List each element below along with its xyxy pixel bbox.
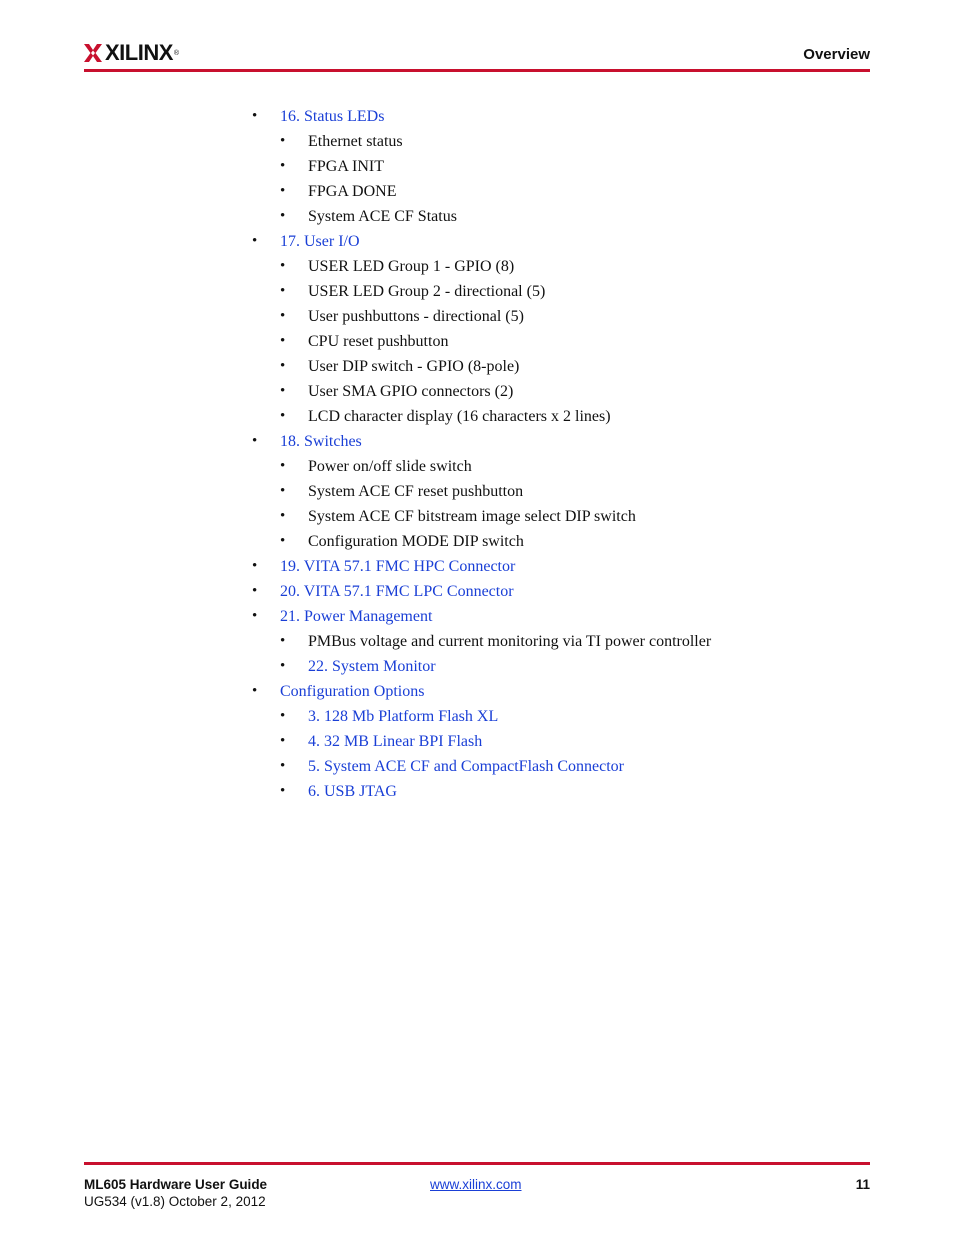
logo-text: XILINX xyxy=(105,40,173,65)
bullet-icon: • xyxy=(252,233,258,249)
cross-reference-link[interactable]: 3. 128 Mb Platform Flash XL xyxy=(308,708,499,725)
list-item-link[interactable] xyxy=(252,604,711,629)
bullet-icon: • xyxy=(280,133,286,149)
bullet-icon: • xyxy=(252,583,258,599)
cross-reference-link[interactable]: 16. Status LEDs xyxy=(280,108,385,125)
bullet-icon: • xyxy=(280,458,286,474)
list-item xyxy=(252,354,711,379)
cross-reference-link[interactable]: 18. Switches xyxy=(280,433,362,450)
bullet-icon: • xyxy=(280,533,286,549)
bullet-icon: • xyxy=(280,758,286,774)
logo-registered-mark: ® xyxy=(173,49,180,57)
list-item-link[interactable] xyxy=(252,779,711,804)
list-item-link[interactable] xyxy=(252,429,711,454)
bullet-icon: • xyxy=(252,608,258,624)
list-item-text: Ethernet status xyxy=(308,133,403,150)
bullet-icon: • xyxy=(280,708,286,724)
bullet-icon: • xyxy=(252,433,258,449)
bullet-icon: • xyxy=(280,333,286,349)
list-item-text: USER LED Group 2 - directional (5) xyxy=(308,283,546,300)
bullet-icon: • xyxy=(252,558,258,574)
list-item xyxy=(252,204,711,229)
list-item xyxy=(252,279,711,304)
list-item-text: CPU reset pushbutton xyxy=(308,333,449,350)
footer-website-link[interactable]: www.xilinx.com xyxy=(430,1177,522,1192)
bullet-icon: • xyxy=(280,308,286,324)
list-item-text: Configuration MODE DIP switch xyxy=(308,533,524,550)
feature-list xyxy=(252,104,711,804)
list-item-link[interactable] xyxy=(252,704,711,729)
list-item-text: User pushbuttons - directional (5) xyxy=(308,308,524,325)
list-item xyxy=(252,154,711,179)
list-item-text: System ACE CF Status xyxy=(308,208,457,225)
bullet-icon: • xyxy=(280,633,286,649)
xilinx-logo xyxy=(84,40,179,66)
cross-reference-link[interactable]: 20. VITA 57.1 FMC LPC Connector xyxy=(280,583,514,600)
list-item xyxy=(252,379,711,404)
list-item-link[interactable] xyxy=(252,229,711,254)
bullet-icon: • xyxy=(280,383,286,399)
list-item xyxy=(252,129,711,154)
list-item-text: USER LED Group 1 - GPIO (8) xyxy=(308,258,515,275)
bullet-icon: • xyxy=(280,183,286,199)
cross-reference-link[interactable]: 4. 32 MB Linear BPI Flash xyxy=(308,733,483,750)
bullet-icon: • xyxy=(280,658,286,674)
list-item xyxy=(252,529,711,554)
header-rule xyxy=(84,69,870,72)
bullet-icon: • xyxy=(280,483,286,499)
list-item-text: PMBus voltage and current monitoring via TI power controller xyxy=(308,633,712,650)
list-item-text: User DIP switch - GPIO (8-pole) xyxy=(308,358,520,375)
list-item xyxy=(252,179,711,204)
list-item-link[interactable] xyxy=(252,754,711,779)
list-item xyxy=(252,479,711,504)
list-item-link[interactable] xyxy=(252,579,711,604)
bullet-icon: • xyxy=(280,208,286,224)
cross-reference-link[interactable]: Configuration Options xyxy=(280,683,425,700)
list-item xyxy=(252,629,711,654)
list-item-link[interactable] xyxy=(252,554,711,579)
list-item xyxy=(252,504,711,529)
footer-doc-title: ML605 Hardware User Guide xyxy=(84,1177,268,1192)
list-item-link[interactable] xyxy=(252,729,711,754)
list-item-text: System ACE CF reset pushbutton xyxy=(308,483,524,500)
footer-rule xyxy=(84,1162,870,1165)
bullet-icon: • xyxy=(280,158,286,174)
bullet-icon: • xyxy=(252,683,258,699)
list-item-text: User SMA GPIO connectors (2) xyxy=(308,383,514,400)
bullet-icon: • xyxy=(280,283,286,299)
list-item-text: FPGA INIT xyxy=(308,158,385,175)
list-item-text: FPGA DONE xyxy=(308,183,397,200)
page-number: 11 xyxy=(855,1177,870,1192)
bullet-icon: • xyxy=(280,783,286,799)
cross-reference-link[interactable]: 19. VITA 57.1 FMC HPC Connector xyxy=(280,558,516,575)
list-item xyxy=(252,329,711,354)
page-header xyxy=(84,38,870,70)
cross-reference-link[interactable]: 6. USB JTAG xyxy=(308,783,397,800)
list-item-text: LCD character display (16 characters x 2 lines) xyxy=(308,408,611,425)
cross-reference-link[interactable]: 22. System Monitor xyxy=(308,658,436,675)
cross-reference-link[interactable]: 5. System ACE CF and CompactFlash Connector xyxy=(308,758,624,775)
list-item-link[interactable] xyxy=(252,104,711,129)
page-footer xyxy=(84,1175,870,1215)
cross-reference-link[interactable]: 21. Power Management xyxy=(280,608,433,625)
list-item-link[interactable] xyxy=(252,679,711,704)
list-item-text: System ACE CF bitstream image select DIP switch xyxy=(308,508,636,525)
footer-doc-version: UG534 (v1.8) October 2, 2012 xyxy=(84,1194,266,1209)
list-item xyxy=(252,254,711,279)
list-item-text: Power on/off slide switch xyxy=(308,458,472,475)
list-item-link[interactable] xyxy=(252,654,711,679)
bullet-icon: • xyxy=(280,258,286,274)
bullet-icon: • xyxy=(280,358,286,374)
list-item xyxy=(252,304,711,329)
cross-reference-link[interactable]: 17. User I/O xyxy=(280,233,360,250)
bullet-icon: • xyxy=(280,408,286,424)
list-item xyxy=(252,454,711,479)
section-title: Overview xyxy=(803,46,870,63)
list-item xyxy=(252,404,711,429)
bullet-icon: • xyxy=(280,508,286,524)
xilinx-mark-icon xyxy=(84,44,102,62)
bullet-icon: • xyxy=(252,108,258,124)
bullet-icon: • xyxy=(280,733,286,749)
